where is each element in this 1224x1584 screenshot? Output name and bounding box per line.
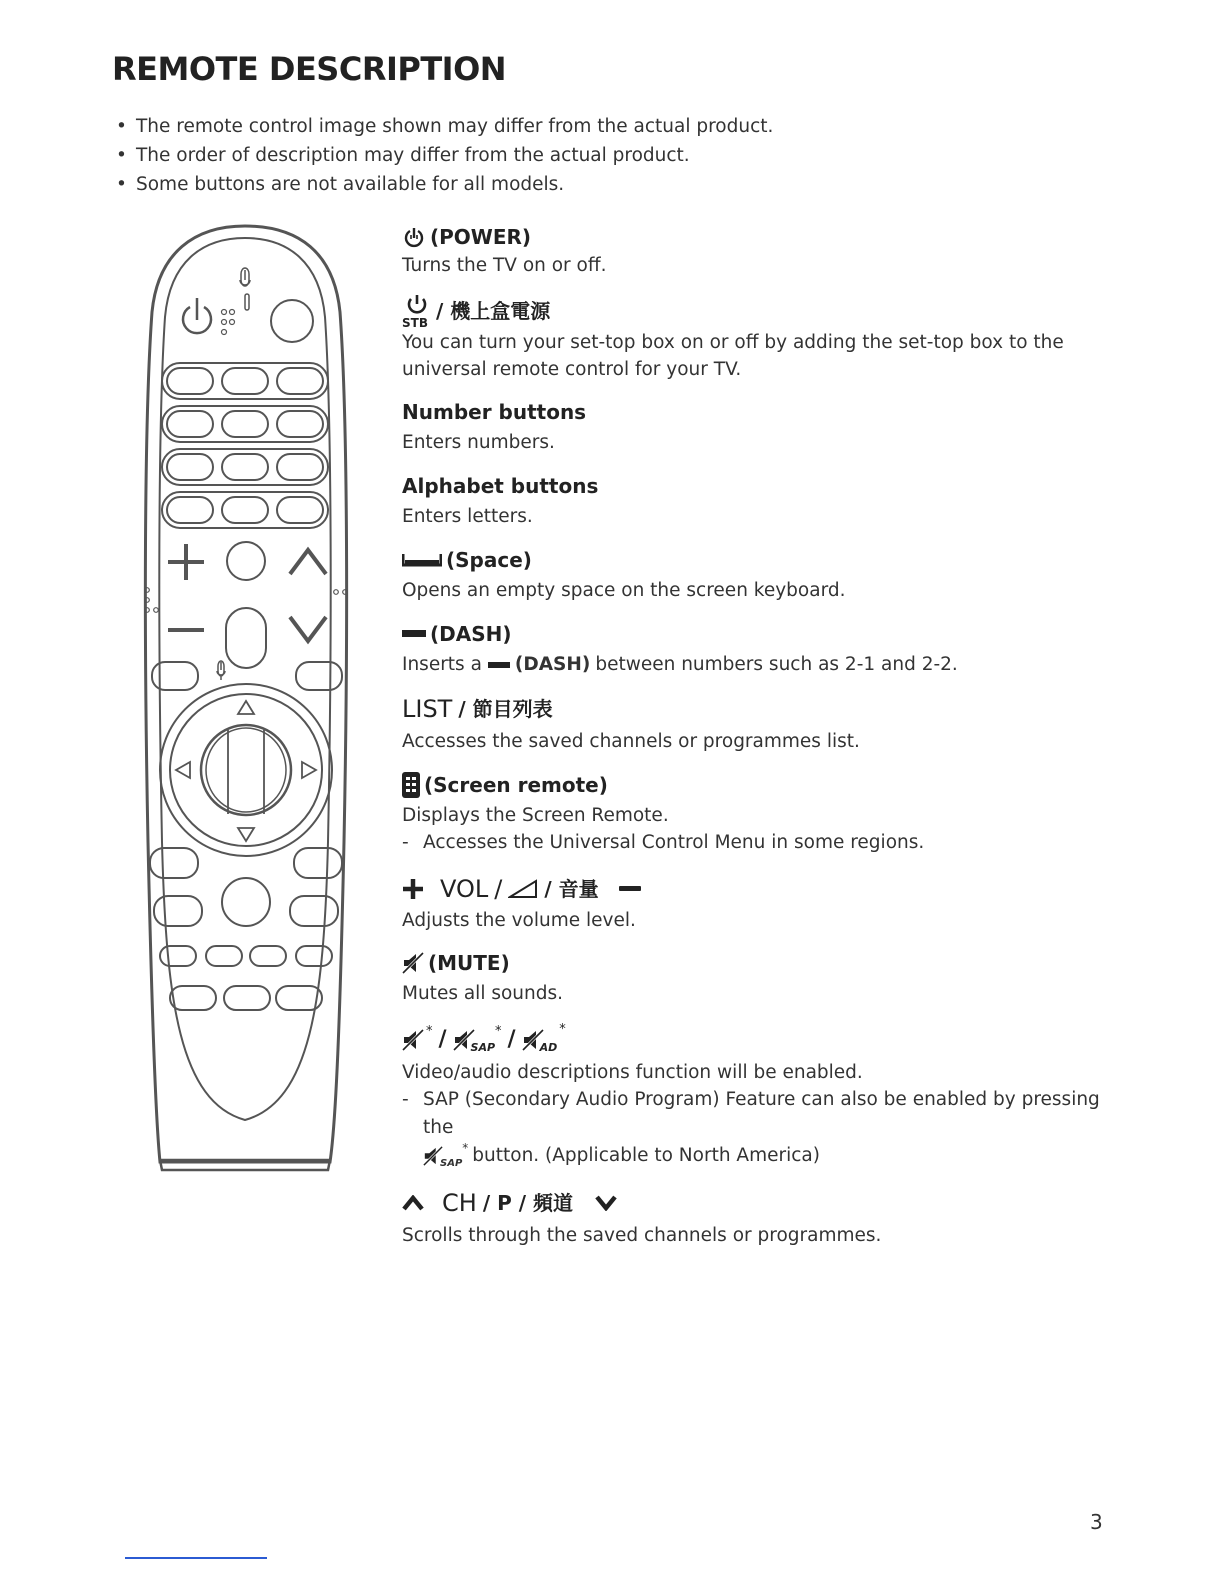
dash-icon [402,629,426,639]
audio-description-section [402,1021,1102,1170]
channel-down-icon [595,1195,617,1211]
vol-label-main: VOL [440,875,489,903]
minus-icon [619,885,641,893]
ad-text: AD [539,1041,558,1054]
screen-remote-icon [402,772,420,798]
sap-inline-text: SAP [440,1158,463,1169]
number-section [402,397,1102,456]
star-mark: * [426,1024,433,1039]
number-label: Number buttons [402,400,587,424]
mute-icon [402,952,424,974]
mute-label: (MUTE) [428,951,510,975]
stb-label: / 機上盒電源 [436,299,551,323]
screen-remote-sub: - Accesses the Universal Control Menu in some regions. [402,829,1102,857]
dash-desc-bold: (DASH) [514,654,591,675]
note-item: • The remote control image shown may differ from the actual product. [112,112,773,141]
space-desc: Opens an empty space on the screen keyboard. [402,580,846,601]
screen-remote-section [402,770,1102,857]
note-item: • Some buttons are not available for all models. [112,170,773,199]
sap-sub-line2: button. (Applicable to North America) [472,1145,820,1166]
alphabet-desc: Enters letters. [402,506,533,527]
power-icon [402,225,426,249]
sap-sub: - SAP (Secondary Audio Program) Feature can also be enabled by pressing the [402,1086,1102,1142]
screen-remote-label: (Screen remote) [424,773,608,797]
star-mark: * [559,1022,566,1037]
vol-label-rest: / 音量 [544,877,599,901]
alphabet-section [402,471,1102,530]
space-label: (Space) [446,548,532,572]
screen-remote-sub-text: Accesses the Universal Control Menu in some regions. [423,832,925,853]
notes-list [112,112,773,199]
ad-sep: / [507,1027,516,1052]
sap-text: SAP [470,1041,496,1054]
alphabet-label: Alphabet buttons [402,474,599,498]
remote-illustration [140,222,370,1182]
star-mark: * [462,1141,469,1155]
star-mark: * [495,1024,502,1039]
channel-up-icon [402,1195,424,1211]
stb-desc: You can turn your set-top box on or off by adding the set-top box to the universal remote control for your TV. [402,332,1064,380]
dash-label: (DASH) [430,622,512,646]
dash-section [402,619,1102,678]
dash-inline-icon [488,660,510,670]
volume-triangle-icon [508,879,538,899]
dash-desc-after: between numbers such as 2-1 and 2-2. [595,654,958,675]
space-icon [402,553,442,567]
list-section [402,692,1102,755]
channel-section [402,1184,1102,1249]
space-section [402,545,1102,604]
ad-desc: Video/audio descriptions function will be enabled. [402,1062,863,1083]
ad-sep: / [438,1027,447,1052]
screen-remote-desc: Displays the Screen Remote. [402,805,669,826]
footer-rule [125,1557,267,1559]
vol-section [402,871,1102,934]
mute-desc: Mutes all sounds. [402,983,564,1004]
number-desc: Enters numbers. [402,432,555,453]
note-item: • The order of description may differ from the actual product. [112,141,773,170]
list-label-main: LIST [402,695,453,723]
ad-mute-icon [402,1029,424,1051]
dash-desc-before: Inserts a [402,654,482,675]
power-label: (POWER) [430,225,532,249]
ch-desc: Scrolls through the saved channels or programmes. [402,1225,882,1246]
power-desc: Turns the TV on or off. [402,255,607,276]
ch-label-main: CH [442,1189,477,1217]
button-descriptions [402,222,1102,1249]
plus-icon [402,878,424,900]
list-desc: Accesses the saved channels or programmes list. [402,731,860,752]
page-number: 3 [1090,1510,1103,1534]
vol-desc: Adjusts the volume level. [402,910,636,931]
ch-label-rest: / P / 頻道 [482,1191,573,1215]
mute-section [402,948,1102,1007]
vol-sep: / [494,875,503,903]
power-section [402,222,1102,279]
stb-section: STB / 機上盒電源 You can turn your set-top box on or off by adding the set-top box to the universal remote control for your TV. [402,293,1102,383]
page-title: REMOTE DESCRIPTION [112,50,507,88]
sap-sub-line1: SAP (Secondary Audio Program) Feature can also be enabled by pressing the [423,1089,1100,1138]
list-label-rest: / 節目列表 [458,697,553,721]
